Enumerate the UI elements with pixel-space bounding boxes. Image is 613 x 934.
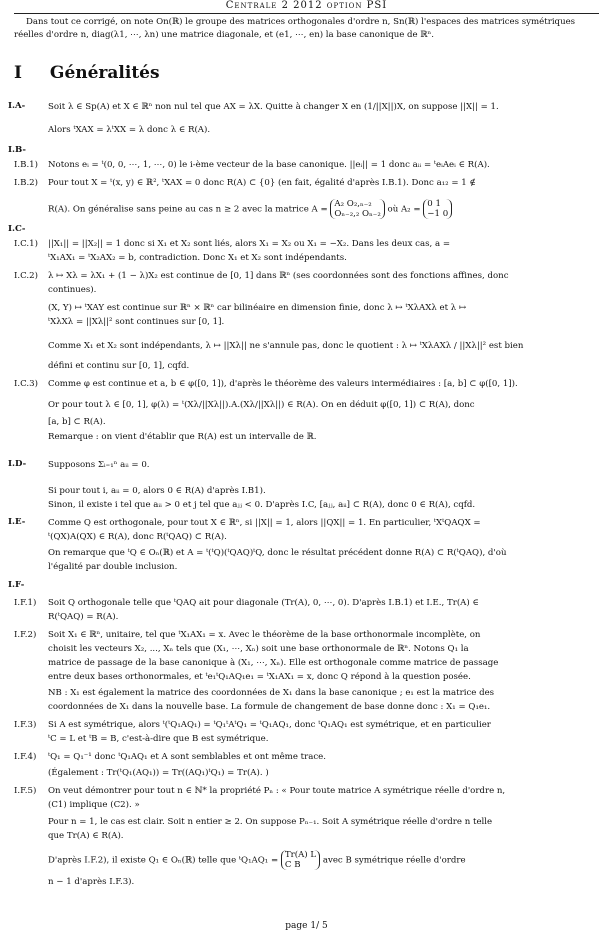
label-ID: I.D- [8,459,27,469]
text-IF2-2: choisit les vecteurs X₂, ..., Xₙ tels que (X₁, ⋯, Xₙ) soit une base orthonormale de ℝⁿ. Notons Q₁ la [48,644,469,654]
label-IB1: I.B.1) [14,160,38,170]
text-IB2-line2 [48,199,608,219]
text-IF5-3: Pour n = 1, le cas est clair. Soit n entier ≥ 2. On suppose Pₙ₋₁. Soit A symétrique réelle d'ordre n telle [48,817,493,827]
text-IF2-5: NB : X₁ est également la matrice des coordonnées de X₁ dans la base canonique ; e₁ est la matrice des [48,688,495,698]
section-title: Généralités [49,63,160,83]
text-IF5-4: que Tr(A) ∈ R(A). [48,831,124,841]
text-IA-2: Alors ᵗXAX = λᵗXX = λ donc λ ∈ R(A). [48,125,211,135]
text-IC1-2: ᵗX₁AX₁ = ᵗX₂AX₂ = b, contradiction. Donc X₁ et X₂ sont indépendants. [48,253,347,263]
page-number: page 1/ 5 [285,921,328,931]
text-IC2-6: défini et continu sur [0, 1], cqfd. [48,361,190,371]
text-IF2-6: coordonnées de X₁ dans la nouvelle base. La formule de changement de base donne donc : X₁ = Q₁e₁. [48,702,491,712]
matrix-block-tQAQ [281,850,320,870]
label-IB: I.B- [8,145,27,155]
text-IF3-1: Si A est symétrique, alors ᵗ(ᵗQ₁AQ₁) = ᵗQ₁ᵗAᵗQ₁ = ᵗQ₁AQ₁, donc ᵗQ₁AQ₁ est symétrique, et en particulier [48,720,491,730]
text-IE-3: On remarque que ᵗQ ∈ Oₙ(ℝ) et A = ᵗ(ᵗQ)(ᵗQAQ)ᵗQ, donc le résultat précédent donne R(A) ⊂ R(ᵗQAQ), d'où [48,548,507,558]
text-IF5-7: n − 1 d'après I.F.3). [48,877,135,887]
text-IF1-2: R(ᵗQAQ) = R(A). [48,612,119,622]
text-IC3-1: Comme φ est continue et a, b ∈ φ([0, 1]), d'après le théorème des valeurs intermédiaires : [a, b] ⊂ φ([0, 1]). [48,379,518,389]
header-rule [14,13,599,14]
text-IF4-2: (Également : Tr(ᵗQ₁(AQ₁)) = Tr((AQ₁)ᵗQ₁) = Tr(A). ) [48,768,269,778]
matrix-A-row1: A₂ O₂,ₙ₋₂ [334,199,372,209]
matrix-A2-row1: 0 1 [427,199,441,209]
text-IF1-1: Soit Q orthogonale telle que ᵗQAQ ait pour diagonale (Tr(A), 0, ⋯, 0). D'après I.B.1) et I.E., Tr(A) ∈ [48,598,479,608]
text-IF5-2: (C1) implique (C2). » [48,800,140,810]
text-IC3-3: [a, b] ⊂ R(A). [48,417,106,427]
text-IF2-1: Soit X₁ ∈ ℝⁿ, unitaire, tel que ᵗX₁AX₁ = x. Avec le théorème de la base orthonormale incomplète, on [48,630,481,640]
text-IF5-1: On veut démontrer pour tout n ∈ ℕ* la propriété Pₙ : « Pour toute matrice A symétrique réelle d'ordre n, [48,786,506,796]
text-IC2-2: continues). [48,285,97,295]
label-IF5: I.F.5) [14,786,37,796]
matrix-tQAQ-row2: C B [284,860,301,870]
text-IC3-4: Remarque : on vient d'établir que R(A) est un intervalle de ℝ. [48,432,317,442]
text-IE-1: Comme Q est orthogonale, pour tout X ∈ ℝⁿ, si ||X|| = 1, alors ||QX|| = 1. En particulier, ᵗXᵗQAQX = [48,518,481,528]
text-IF5-6: avec B symétrique réelle d'ordre [322,855,466,866]
label-IF2: I.F.2) [14,630,37,640]
page-header: Centrale 2 2012 option PSI [225,0,388,11]
text-IB1: Notons eᵢ = ᵗ(0, 0, ⋯, 1, ⋯, 0) le i-ème vecteur de la base canonique. ||eᵢ|| = 1 donc aᵢᵢ = ᵗeᵢAeᵢ ∈ R(A). [48,160,490,170]
matrix-A-row2: Oₙ₋₂,₂ Oₙ₋₂ [334,209,381,219]
label-IF1: I.F.1) [14,598,37,608]
text-IC2-1: λ ↦ Xλ = λX₁ + (1 − λ)X₂ est continue de [0, 1] dans ℝⁿ (ses coordonnées sont des fonctions affines, donc [48,271,509,281]
label-IF: I.F- [8,580,25,590]
matrix-A-block [330,199,384,219]
text-IF3-2: ᵗC = L et ᵗB = B, c'est-à-dire que B est symétrique. [48,734,269,744]
label-IF4: I.F.4) [14,752,37,762]
matrix-A2 [423,199,452,219]
text-IB2-1: Pour tout X = ᵗ(x, y) ∈ ℝ², ᵗXAX = 0 donc R(A) ⊂ {0} (en fait, égalité d'après I.B.1). Donc a₁₂ = 1 ∉ [48,178,476,188]
label-IC: I.C- [8,224,26,234]
text-IF4-1: ᵗQ₁ = Q₁⁻¹ donc ᵗQ₁AQ₁ et A sont semblables et ont même trace. [48,752,326,762]
text-IC2-3: (X, Y) ↦ ᵗXAY est continue sur ℝⁿ × ℝⁿ car bilinéaire en dimension finie, donc λ ↦ ᵗXλAXλ et λ ↦ [48,303,467,313]
text-IF2-3: matrice de passage de la base canonique à (X₁, ⋯, Xₙ). Elle est orthogonale comme matrice de passage [48,658,499,668]
matrix-tQAQ-row1: Tr(A) L [284,850,317,860]
matrix-A2-row2: −1 0 [427,209,449,219]
text-IC3-2: Or pour tout λ ∈ [0, 1], φ(λ) = ᵗ(Xλ/||Xλ||).A.(Xλ/||Xλ||) ∈ R(A). On en déduit φ([0, 1]) ⊂ R(A), donc [48,400,475,410]
text-IC2-4: ᵗXλXλ = ||Xλ||² sont continues sur [0, 1]. [48,317,225,327]
text-IC1-1: ||X₁|| = ||X₂|| = 1 donc si X₁ et X₂ sont liés, alors X₁ = X₂ ou X₁ = −X₂. Dans les deux cas, a = [48,239,451,249]
text-ID-1: Supposons Σᵢ₌₁ⁿ aᵢᵢ = 0. [48,460,150,470]
text-IF5-line5 [48,850,608,870]
text-IE-4: l'égalité par double inclusion. [48,562,178,572]
text-IF5-5: D'après I.F.2), il existe Q₁ ∈ Oₙ(ℝ) telle que ᵗQ₁AQ₁ = [48,855,279,866]
label-IC1: I.C.1) [14,239,38,249]
intro-paragraph: Dans tout ce corrigé, on note On(ℝ) le groupe des matrices orthogonales d'ordre n, Sn(ℝ) l'espaces des matrices symétriques réelles d'ordre n, diag(λ1, ⋯, λn) une matrice diagonale, et (e1, ⋯, en) la base canonique de ℝⁿ. [14,17,576,40]
label-IC2: I.C.2) [14,271,38,281]
text-IA-1: Soit λ ∈ Sp(A) et X ∈ ℝⁿ non nul tel que AX = λX. Quitte à changer X en (1/||X||)X, on suppose ||X|| = 1. [48,102,499,112]
label-IE: I.E- [8,517,26,527]
label-IA: I.A- [8,101,26,111]
text-ID-2: Si pour tout i, aᵢᵢ = 0, alors 0 ∈ R(A) d'après I.B1). [48,486,266,496]
text-IE-2: ᵗ(QX)A(QX) ∈ R(A), donc R(ᵗQAQ) ⊂ R(A). [48,532,227,542]
text-ID-3: Sinon, il existe i tel que aᵢᵢ > 0 et j tel que aⱼⱼ < 0. D'après I.C, [aⱼⱼ, aᵢᵢ] ⊂ R(A), donc 0 ∈ R(A), cqfd. [48,500,476,510]
label-IC3: I.C.3) [14,379,38,389]
label-IB2: I.B.2) [14,178,38,188]
section-heading [14,63,160,83]
text-IB2-3: où A₂ = [387,204,421,215]
label-IF3: I.F.3) [14,720,37,730]
text-IB2-2: R(A). On généralise sans peine au cas n ≥ 2 avec la matrice A = [48,204,328,215]
text-IC2-5: Comme X₁ et X₂ sont indépendants, λ ↦ ||Xλ|| ne s'annule pas, donc le quotient : λ ↦ ᵗXλAXλ / ||Xλ||² est bien [48,341,524,351]
text-IF2-4: entre deux bases orthonormales, et ᵗe₁ᵗQ₁AQ₁e₁ = ᵗX₁AX₁ = x, donc Q répond à la question posée. [48,672,471,682]
section-number: I [14,63,22,83]
